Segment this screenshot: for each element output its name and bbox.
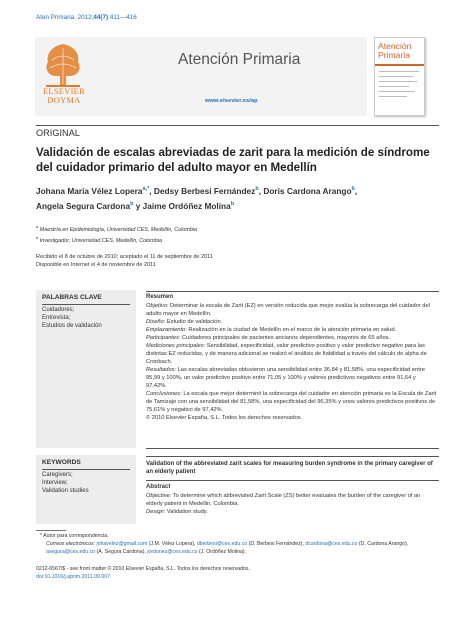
corresponding-author-note: * Autor para correspondencia. xyxy=(40,533,109,539)
email-link[interactable]: dberbesi@ces.edu.co xyxy=(196,540,248,547)
journal-title: Atención Primaria xyxy=(178,51,301,68)
abstract-paragraph xyxy=(146,492,438,508)
footnote-rule xyxy=(36,530,66,531)
abstract-subheading: Objetivo: xyxy=(146,303,169,309)
author-affiliation-mark: a,* xyxy=(142,186,150,192)
abstract-heading: Abstract xyxy=(146,484,171,490)
author-separator: , xyxy=(354,185,358,196)
cover-band xyxy=(375,64,424,66)
email-link[interactable]: asegura@ces.edu.co xyxy=(46,548,96,555)
publication-dates xyxy=(36,253,213,270)
abstract-paragraph xyxy=(146,326,438,334)
abstract-subheading: Objective: xyxy=(146,493,172,499)
article-title: Validación de escalas abreviadas de zarit para la medición de síndrome del cuidador primario del adulto mayor en Medellín xyxy=(36,146,430,174)
affiliations xyxy=(36,223,197,245)
affiliation-mark: b xyxy=(36,235,39,241)
author-name: Jaime Ordóñez Molina xyxy=(142,200,231,211)
emails-label: Correos electrónicos: xyxy=(46,540,97,547)
doi-link[interactable]: doi:10.1016/j.aprim.2011.09.007 xyxy=(36,573,111,580)
author-affiliation-mark: b xyxy=(130,200,134,207)
affiliation-text: Investigador, Universidad CES, Medellín, Colombia xyxy=(38,238,162,244)
keywords-es-heading: PALABRAS CLAVE xyxy=(42,294,102,301)
cover-text-line xyxy=(379,86,409,87)
abstract-paragraph xyxy=(146,318,438,326)
keywords-en-list xyxy=(42,471,89,496)
author-separator: y xyxy=(133,200,143,211)
abstract-text: © 2010 Elsevier España, S.L. Todos los derechos reservados. xyxy=(146,415,303,421)
abstract-subheading: Diseño: xyxy=(146,319,166,325)
author-name: Johana María Vélez Lopera xyxy=(36,185,143,196)
journal-cover-thumbnail xyxy=(374,37,425,116)
abstract-text: La escala que mejor determinó la sobrecarga del cuidador en atención primaria es la Escala de Zarit de Tamizaje con una sensibilidad del 81,58%, una especificidad del 96,35% y unos valores predictivos positivos de 75,61% y negativo de 97,42%. xyxy=(146,391,437,413)
author-name: Angela Segura Cardona xyxy=(36,200,131,211)
resumen-heading: Resumen xyxy=(146,294,174,300)
abstract-subheading: Design: xyxy=(146,509,166,515)
journal-reference[interactable] xyxy=(36,14,137,21)
abstract-paragraph xyxy=(146,366,438,390)
cover-text-line xyxy=(379,81,417,82)
keyword-item: Caregivers; xyxy=(42,472,73,478)
footnote xyxy=(36,533,456,556)
cover-text-line xyxy=(379,91,415,92)
author-separator: , xyxy=(149,185,154,196)
keywords-en-panel xyxy=(36,455,136,524)
abstract-subheading: Mediciones principales: xyxy=(146,343,206,349)
email-owner: (D. Berbesi Fernández), xyxy=(247,540,306,547)
publisher-name xyxy=(36,88,92,105)
email-link[interactable]: johavelez@gmail.com xyxy=(96,540,148,547)
publisher-line-2: DOYMA xyxy=(47,95,81,105)
author-list xyxy=(36,183,446,213)
copyright-line: 0212-6567/$ - see front matter © 2010 Elsevier España, S.L. Todos los derechos reservados. xyxy=(36,566,250,572)
cover-title-line-2: Primaria xyxy=(378,49,410,60)
resumen-body xyxy=(146,302,438,422)
journal-ref-prefix: Aten Primaria. 2012; xyxy=(36,14,94,21)
author-affiliation-mark: b xyxy=(230,200,235,207)
abstract-text: To determine which abbreviated Zarit Scale (ZS) better evaluates the burden of the caregiver of an elderly patient in Medellin, Colombia. xyxy=(146,493,421,507)
keywords-en-heading: KEYWORDS xyxy=(42,459,81,466)
journal-ref-volume: 44(7) xyxy=(93,14,109,21)
keyword-item: Interview; xyxy=(42,480,68,487)
abstract-paragraph xyxy=(146,342,438,366)
keyword-item: Cuidadores; xyxy=(42,307,75,313)
abstract-text: Las escalas abreviadas obtuvieron una sensibilidad entre 36,84 y 81,58%, una especificidad entre 95,99 y 100%, un valor predictivo positivo entre 71,05 y 100% y valores predictivos negativos entre 91,64 y 97,42%. xyxy=(146,367,425,389)
author-affiliation-mark: b xyxy=(351,186,355,192)
email-owner: (J.M. Vélez Lopera), xyxy=(147,540,197,547)
affiliation-mark: a xyxy=(36,224,39,229)
journal-url-link[interactable]: www.elsevier.es/ap xyxy=(205,98,258,104)
resumen-bottom-rule xyxy=(146,448,439,449)
header-divider xyxy=(36,125,439,126)
keyword-item: Entrevista; xyxy=(42,315,71,322)
abstract-paragraph xyxy=(146,508,438,516)
email-owner: (D. Cardona Arango), xyxy=(357,540,409,547)
english-title: Validation of the abbreviated zarit scales for measuring burden syndrome in the primary caregiver of an elderly patient xyxy=(146,461,433,475)
abstract-text: Validation study. xyxy=(165,509,208,515)
author-name: Dedsy Berbesi Fernández xyxy=(153,185,256,196)
copyright-doi xyxy=(36,566,250,582)
keywords-en-rule xyxy=(42,469,130,470)
resumen-top-rule xyxy=(146,291,439,292)
abstract-paragraph xyxy=(146,414,438,422)
abstract-text: Cuidadores principales de pacientes ancianos dependientes, mayores de 65 años. xyxy=(180,335,391,341)
abstract-text: Estudio de validación. xyxy=(165,319,223,325)
email-link[interactable]: jordonez@ces.edu.co xyxy=(147,548,198,555)
author-affiliation-mark: b xyxy=(255,186,259,192)
journal-ref-pages: :411—416 xyxy=(108,14,137,21)
cover-title xyxy=(378,42,411,59)
abstract-paragraph xyxy=(146,334,438,342)
cover-text-line xyxy=(379,96,407,97)
keywords-es-panel xyxy=(36,290,136,448)
received-date: Recibido el 8 de octubre de 2010; aceptado el 11 de septiembre de 2011 xyxy=(36,254,213,260)
abstract-subheading: Resultados: xyxy=(146,367,177,373)
article-section-label: ORIGINAL xyxy=(36,128,80,138)
abstract-paragraph xyxy=(146,302,438,318)
affiliation-line xyxy=(36,234,197,245)
keywords-es-rule xyxy=(42,304,130,305)
keywords-es-list xyxy=(42,306,102,331)
abstract-body xyxy=(146,492,438,516)
abstract-text: Sensibilidad, especificidad, valor predictivo positivo y valor predictivo negativo para las distintas EZ reducidas, y de manera adicional se realizó el análisis de fiabilidad a través del cálculo de alpha de Cronbach. xyxy=(146,343,427,365)
author-name: Doris Cardona Arango xyxy=(263,185,352,196)
publisher-line-1: ELSEVIER xyxy=(43,87,85,96)
abstract-subheading: Participantes: xyxy=(146,335,181,341)
keyword-item: Estudios de validación xyxy=(42,323,102,330)
cover-text-line xyxy=(379,76,413,77)
email-owner: (J. Ordóñez Molina). xyxy=(197,548,247,555)
abstract-paragraph xyxy=(146,390,438,414)
affiliation-text: Maestría en Epidemiología, Universidad CES, Medellín, Colombia xyxy=(38,226,198,233)
cover-title-line-1: Atención xyxy=(378,41,412,51)
english-top-rule xyxy=(146,456,439,457)
keyword-item: Validation studies xyxy=(42,488,89,495)
cover-text-line xyxy=(379,71,419,72)
email-link[interactable]: dcardona@ces.edu.co xyxy=(305,540,358,547)
online-date: Disponible en Internet el 4 de noviembre de 2011 xyxy=(36,262,156,269)
author-separator: , xyxy=(258,185,264,196)
affiliation-line xyxy=(36,223,197,234)
abstract-text: Realización en la ciudad de Medellín en el marco de la atención primaria en salud. xyxy=(186,327,397,333)
abstract-rule xyxy=(146,480,439,481)
email-owner: (A. Segura Cardona), xyxy=(95,548,148,555)
abstract-subheading: Conclusiones: xyxy=(146,391,182,397)
abstract-subheading: Emplazamiento: xyxy=(146,327,187,333)
abstract-text: Determinar la escala de Zarit (EZ) en versión reducida que mejor evalúa la sobrecarga del cuidador del adulto mayor en Medellín. xyxy=(146,303,430,317)
author-emails xyxy=(36,541,456,557)
